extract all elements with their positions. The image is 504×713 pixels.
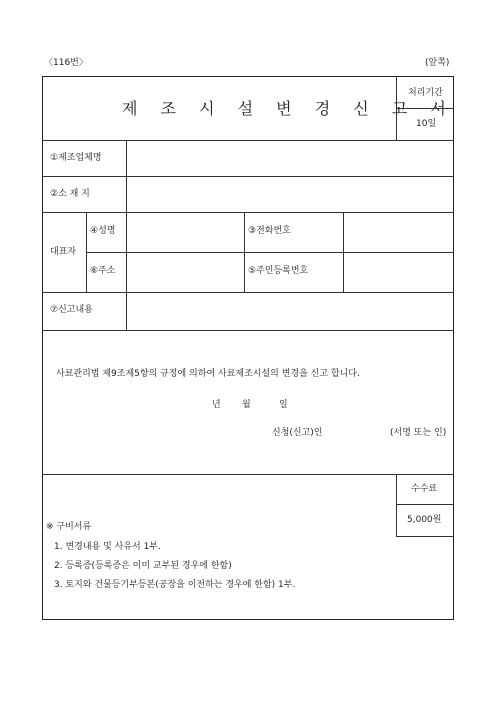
processing-divider xyxy=(396,108,454,109)
address-field[interactable] xyxy=(127,253,243,291)
fee-inner-line xyxy=(396,504,454,505)
applicant-label: 신청(신고)인 xyxy=(272,428,323,438)
document-item-1: 1. 변경내용 및 사유서 1부. xyxy=(54,542,161,552)
form-number: 〈116번〉 xyxy=(44,58,88,68)
name-field[interactable] xyxy=(127,213,243,251)
documents-title: ※ 구비서류 xyxy=(46,522,92,532)
processing-period-label: 처리기간 xyxy=(408,88,443,98)
representative-label: 대표자 xyxy=(50,247,77,257)
fee-value: 5,000원 xyxy=(407,515,442,525)
report-content-field[interactable] xyxy=(127,293,453,329)
row-line-4 xyxy=(42,330,454,331)
company-name-label: ①제조업체명 xyxy=(50,153,102,163)
processing-period-value: 10일 xyxy=(416,119,437,129)
signature-label: (서명 또는 인) xyxy=(390,428,447,438)
report-content-label: ⑦신고내용 xyxy=(50,305,93,315)
company-name-field[interactable] xyxy=(127,141,453,175)
statement-text: 사료관리법 제9조제5항의 규정에 의하여 사료제조시설의 변경을 신고 합니다. xyxy=(56,369,360,379)
fee-bottom-line xyxy=(396,536,454,537)
document-item-2: 2. 등록증(등록증은 이미 교부된 경우에 한함) xyxy=(54,561,232,571)
date-day: 일 xyxy=(279,400,288,410)
date-year: 년 xyxy=(212,400,221,410)
location-label: ②소 재 지 xyxy=(50,189,90,199)
form-title: 제 조 시 설 변 경 신 고 서 xyxy=(122,99,455,118)
phone-field[interactable] xyxy=(344,213,453,251)
fee-label: 수수료 xyxy=(411,484,438,494)
row-line-5 xyxy=(42,474,454,475)
name-label: ④성명 xyxy=(90,226,116,236)
page-side-label: (앞쪽) xyxy=(425,58,450,68)
location-field[interactable] xyxy=(127,177,453,211)
resident-number-label: ⑤주민등록번호 xyxy=(248,266,309,276)
address-label: ⑥주소 xyxy=(90,266,116,276)
resident-number-field[interactable] xyxy=(344,253,453,291)
document-item-3: 3. 토지와 건물등기부등본(공장을 이전하는 경우에 한함) 1부. xyxy=(54,580,296,590)
date-month: 월 xyxy=(242,400,251,410)
phone-label: ③전화번호 xyxy=(248,226,291,236)
fee-divider xyxy=(396,474,397,536)
